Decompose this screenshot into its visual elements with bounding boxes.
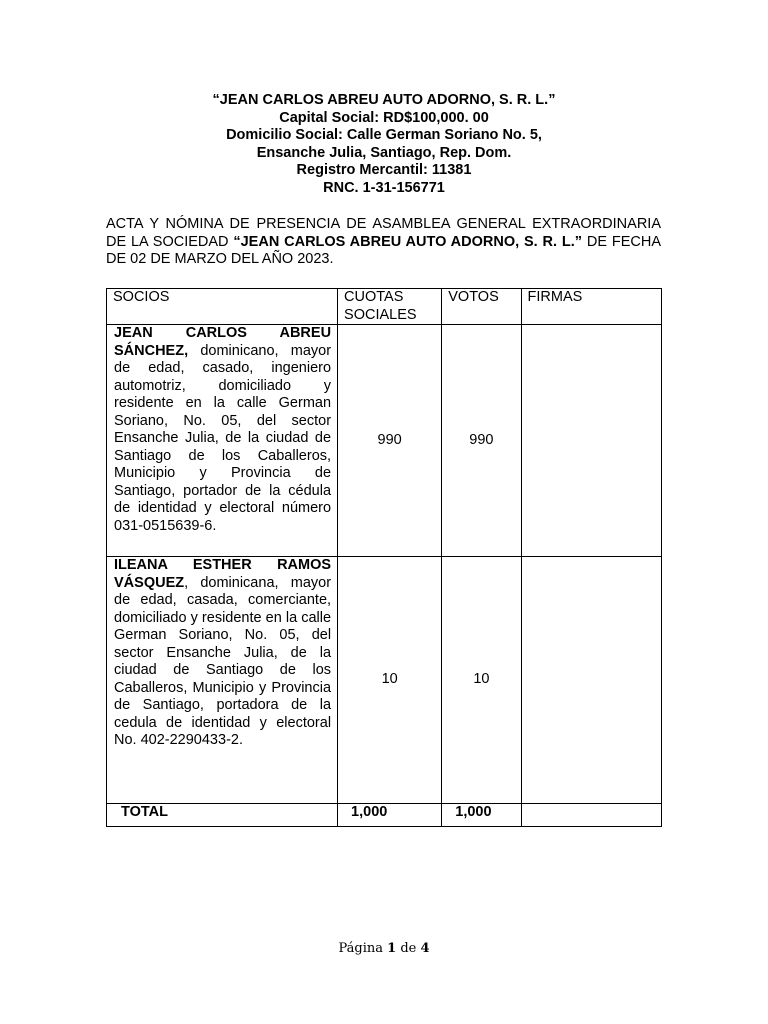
cuotas-cell: 990: [338, 325, 442, 557]
firma-cell: [521, 557, 661, 804]
votos-cell: 10: [442, 557, 521, 804]
votos-cell: 990: [442, 325, 521, 557]
intro-text-start: ACTA Y NÓMINA DE PRESENCIA DE ASAMBLEA GENERAL EXTRAORDINARIA DE LA SOCIEDAD: [106, 216, 661, 250]
total-cuotas: 1,000: [338, 804, 442, 827]
socio-name: ILEANA ESTHER RAMOS VÁSQUEZ: [114, 557, 332, 591]
socio-name: JEAN CARLOS ABREU SÁNCHEZ,: [114, 325, 332, 359]
total-votos: 1,000: [442, 804, 521, 827]
header-cuotas: CUOTAS SOCIALES: [338, 289, 442, 325]
capital-social: Capital Social: RD$100,000. 00: [279, 109, 489, 126]
document-header: [106, 92, 662, 197]
table-row: [107, 325, 662, 557]
socio-description: , dominicana, mayor de edad, casada, comerciante, domiciliado y residente en la calle German Soriano, No. 05, del sector Ensanche Julia, de la ciudad de Santiago de los Caballeros, Municipio y Provincia de Santiago, portadora de la cedula de identidad y electoral No. 402-2290433-2.: [114, 574, 332, 748]
company-name: “JEAN CARLOS ABREU AUTO ADORNO, S. R. L.”: [212, 92, 556, 108]
rnc-number: RNC. 1-31-156771: [323, 179, 445, 196]
socio-cell: [107, 557, 338, 804]
total-label: TOTAL: [107, 804, 338, 827]
page-of: de: [400, 941, 417, 956]
page-word: Página: [338, 941, 383, 956]
socio-description: dominicano, mayor de edad, casado, ingeniero automotriz, domiciliado y residente en la calle German Soriano, No. 05, del sector Ensanche Julia, de la ciudad de Santiago de los Caballeros, Municipio y Provincia de Santiago, portador de la cédula de identidad y electoral número 031-0515639-6.: [114, 342, 332, 534]
intro-paragraph: [106, 216, 661, 269]
table-header-row: [107, 289, 662, 325]
intro-company-name: “JEAN CARLOS ABREU AUTO ADORNO, S. R. L.”: [233, 233, 583, 250]
domicilio-line-2: Ensanche Julia, Santiago, Rep. Dom.: [256, 144, 512, 161]
registro-mercantil: Registro Mercantil: 11381: [296, 162, 472, 178]
table-row: [107, 557, 662, 804]
domicilio-line-1: Domicilio Social: Calle German Soriano No. 5,: [226, 127, 542, 143]
socio-cell: [107, 325, 338, 557]
header-votos: VOTOS: [442, 289, 521, 325]
cuotas-cell: 10: [338, 557, 442, 804]
total-firma-cell: [521, 804, 661, 827]
header-socios: SOCIOS: [107, 289, 338, 325]
total-row: [107, 804, 662, 827]
header-firmas: FIRMAS: [521, 289, 661, 325]
page-footer: [0, 941, 768, 956]
intro-text-end: DE FECHA DE 02 DE MARZO DEL AÑO 2023.: [106, 233, 661, 267]
attendance-table: [106, 288, 662, 827]
page-current: 1: [387, 941, 397, 956]
page-total: 4: [420, 941, 430, 956]
firma-cell: [521, 325, 661, 557]
